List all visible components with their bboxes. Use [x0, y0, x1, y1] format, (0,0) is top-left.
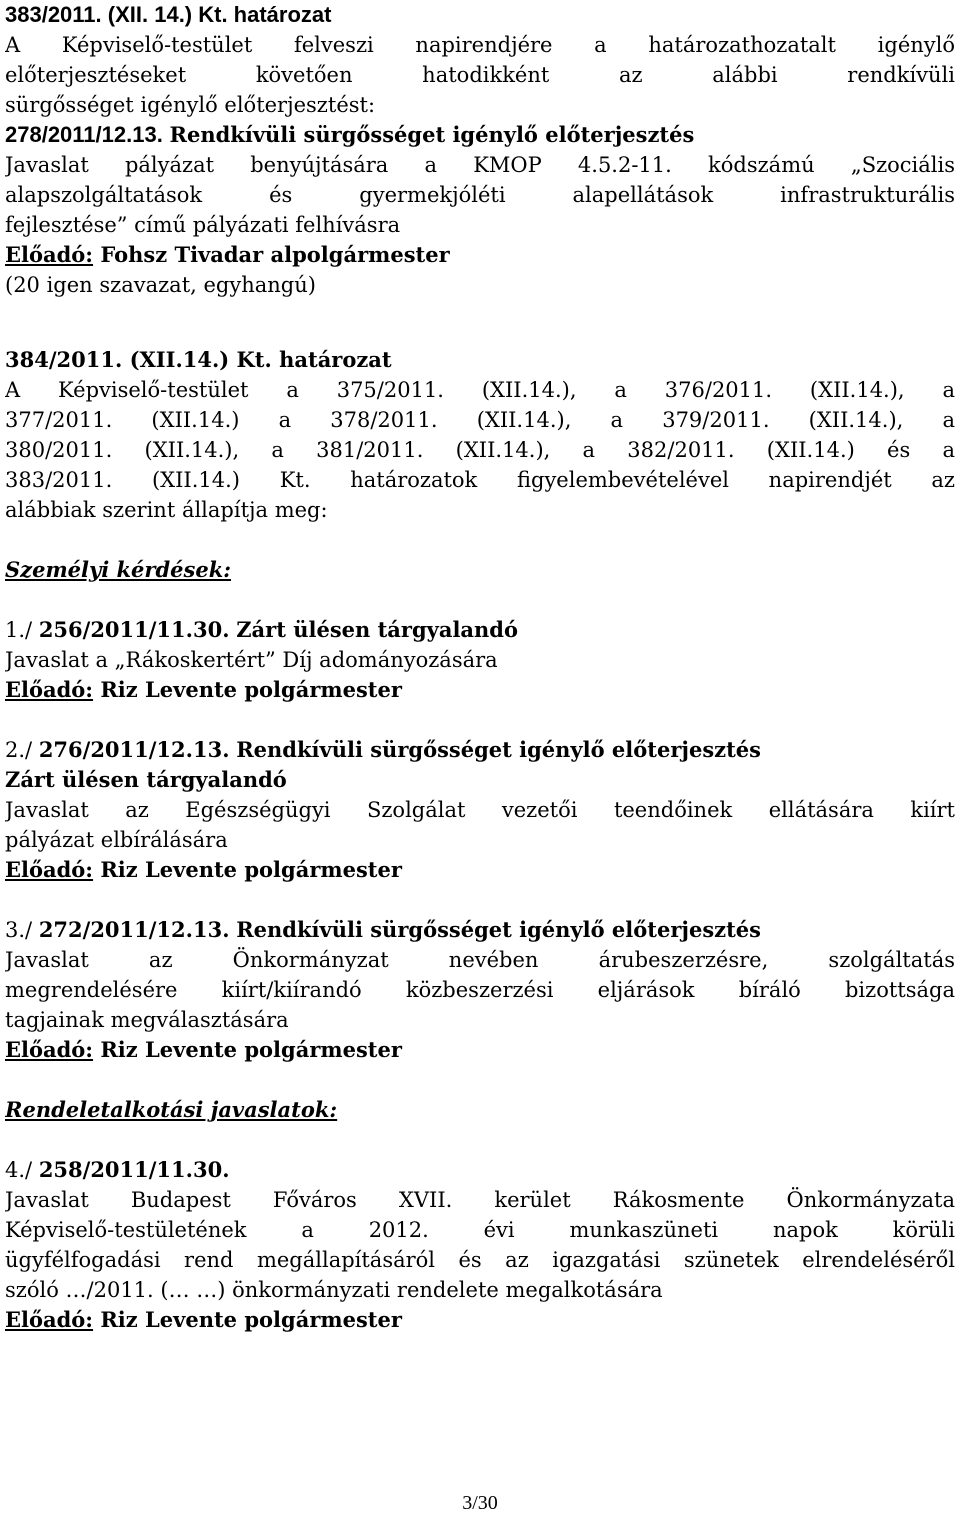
item-prefix: 3./: [5, 918, 33, 942]
presenter-label: Előadó:: [5, 857, 94, 882]
item-number: 258/2011/11.30.: [38, 1157, 230, 1182]
presenter-label: Előadó:: [5, 677, 94, 702]
item-label: Zárt ülésen tárgyalandó: [236, 617, 518, 642]
presenter-name: Riz Levente polgármester: [100, 857, 402, 882]
agenda-item-4-desc-line-1: Javaslat Budapest Főváros XVII. kerület Rákosmente Önkormányzata: [5, 1188, 955, 1212]
section-heading-regulation: Rendeletalkotási javaslatok:: [5, 1097, 338, 1122]
presenter-name: Riz Levente polgármester: [100, 1037, 402, 1062]
desc-part-a: Javaslat pályázat benyújtására a KMOP 4.5.2-11.: [5, 153, 672, 177]
agenda-item-4-presenter: [5, 1305, 955, 1335]
item-number: 278/2011/12.13.: [5, 122, 163, 147]
resolution-384-title: 384/2011. (XII.14.) Kt. határozat: [5, 347, 392, 372]
item-label: Rendkívüli sürgősséget igénylő előterjesztés: [236, 917, 761, 942]
agenda-item-2-desc-line-1: Javaslat az Egészségügyi Szolgálat vezetői teendőinek ellátására kiírt: [5, 798, 955, 822]
resolution-383-text-line-3: sürgősséget igénylő előterjesztést:: [5, 93, 376, 117]
agenda-item-3-desc-line-1: Javaslat az Önkormányzat nevében árubeszerzésre, szolgáltatás: [5, 948, 955, 972]
agenda-item-4-desc-line-3: ügyfélfogadási rend megállapításáról és az igazgatási szünetek elrendeléséről: [5, 1248, 955, 1272]
resolution-383-desc-line-2: alapszolgáltatások és gyermekjóléti alapellátások infrastrukturális: [5, 183, 955, 207]
presenter-name: Fohsz Tivadar alpolgármester: [100, 242, 450, 267]
presenter-name: Riz Levente polgármester: [100, 1307, 402, 1332]
item-number: 276/2011/12.13.: [38, 737, 230, 762]
resolution-384-text-line-3: 380/2011. (XII.14.), a 381/2011. (XII.14.), a 382/2011. (XII.14.) és a: [5, 438, 955, 462]
item-prefix: 1./: [5, 618, 33, 642]
presenter-label: Előadó:: [5, 242, 94, 267]
item-prefix: 4./: [5, 1158, 33, 1182]
resolution-383-title: 383/2011. (XII. 14.) Kt. határozat: [5, 2, 332, 27]
agenda-item-3-presenter: [5, 1035, 955, 1065]
agenda-item-3-desc-line-2: megrendelésére kiírt/kiírandó közbeszerzési eljárások bíráló bizottsága: [5, 978, 955, 1002]
document-page: [5, 0, 955, 1335]
resolution-383-item-heading: [5, 120, 955, 150]
resolution-384-text-line-1: A Képviselő-testület a 375/2011. (XII.14.), a 376/2011. (XII.14.), a: [5, 378, 955, 402]
agenda-item-4-desc-line-2: Képviselő-testületének a 2012. évi munkaszüneti napok körüli: [5, 1218, 955, 1242]
section-heading-personal: Személyi kérdések:: [5, 557, 232, 582]
item-number: 272/2011/12.13.: [38, 917, 230, 942]
resolution-384-text-line-2: 377/2011. (XII.14.) a 378/2011. (XII.14.), a 379/2011. (XII.14.), a: [5, 408, 955, 432]
item-label: Rendkívüli sürgősséget igénylő előterjesztés: [236, 737, 761, 762]
resolution-383-desc-line-3: fejlesztése” című pályázati felhívásra: [5, 213, 401, 237]
presenter-label: Előadó:: [5, 1307, 94, 1332]
item-number: 256/2011/11.30.: [38, 617, 230, 642]
resolution-383-desc-line-1: [5, 150, 955, 180]
resolution-384-text-line-5: alábbiak szerint állapítja meg:: [5, 498, 328, 522]
resolution-383-vote: (20 igen szavazat, egyhangú): [5, 273, 316, 297]
agenda-item-2-presenter: [5, 855, 955, 885]
agenda-item-3-heading: [5, 915, 955, 945]
agenda-item-2-heading: [5, 735, 955, 765]
page-number: 3/30: [462, 1492, 498, 1514]
resolution-383-text-line-1: A Képviselő-testület felveszi napirendjére a határozathozatalt igénylő: [5, 33, 955, 57]
agenda-item-2-closed-session: Zárt ülésen tárgyalandó: [5, 767, 287, 792]
agenda-item-3-desc-line-3: tagjainak megválasztására: [5, 1008, 289, 1032]
item-label: Rendkívüli sürgősséget igénylő előterjesztés: [169, 122, 695, 147]
agenda-item-1-heading: [5, 615, 955, 645]
agenda-item-1-desc: Javaslat a „Rákoskertért” Díj adományozására: [5, 648, 498, 672]
resolution-383-text-line-2: előterjesztéseket követően hatodikként az alábbi rendkívüli: [5, 63, 955, 87]
agenda-item-1-presenter: [5, 675, 955, 705]
resolution-384-text-line-4: 383/2011. (XII.14.) Kt. határozatok figyelembevételével napirendjét az: [5, 468, 955, 492]
desc-part-b: kódszámú „Szociális: [708, 153, 955, 177]
item-prefix: 2./: [5, 738, 33, 762]
agenda-item-2-desc-line-2: pályázat elbírálására: [5, 828, 228, 852]
resolution-383-presenter: [5, 240, 955, 270]
presenter-label: Előadó:: [5, 1037, 94, 1062]
agenda-item-4-heading: [5, 1155, 955, 1185]
agenda-item-4-desc-line-4: szóló …/2011. (… …) önkormányzati rendelete megalkotására: [5, 1278, 663, 1302]
presenter-name: Riz Levente polgármester: [100, 677, 402, 702]
